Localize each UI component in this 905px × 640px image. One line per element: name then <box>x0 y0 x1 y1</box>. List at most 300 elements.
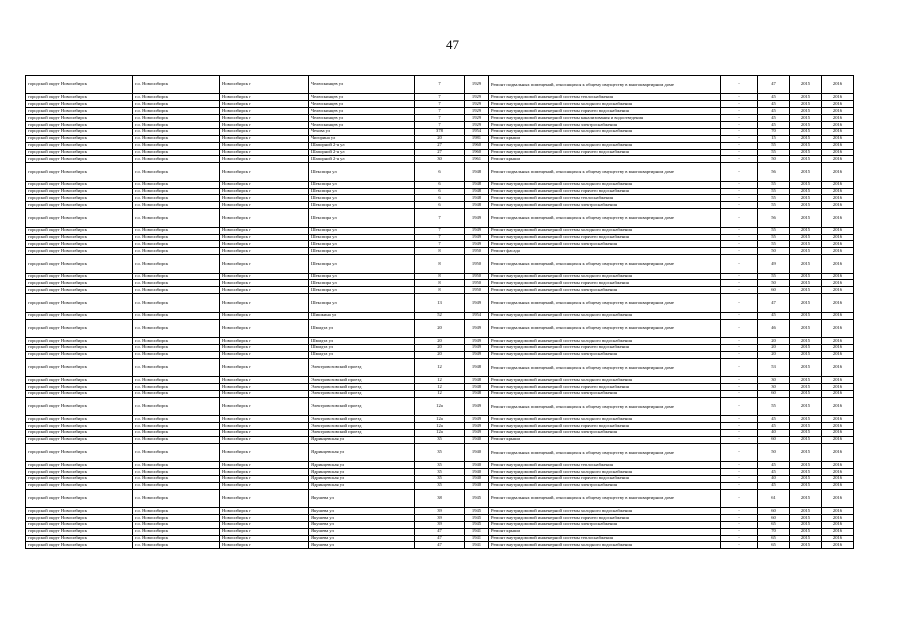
build-year-cell: 1940 <box>465 475 489 482</box>
table-row <box>26 209 854 227</box>
table-row <box>26 108 854 115</box>
table-row <box>26 429 854 436</box>
street-cell: Чигорина ул <box>309 135 415 142</box>
street-cell: Якушева ул <box>309 528 415 535</box>
table-row <box>26 514 854 521</box>
dash-cell: - <box>721 149 758 156</box>
street-cell: Челюскинцев ул <box>309 76 415 94</box>
work-type-cell: Ремонт внутридомовой инженерной системы холодного водоснабжения <box>489 542 721 549</box>
build-year-cell: 1950 <box>465 280 489 287</box>
street-cell: Якушева ул <box>309 535 415 542</box>
build-year-cell: 1949 <box>465 337 489 344</box>
dash-cell: - <box>721 76 758 94</box>
municipal-district-cell: городской округ Новосибирск <box>26 507 133 514</box>
dash-cell: - <box>721 319 758 337</box>
house-number-cell: 35 <box>415 475 465 482</box>
build-year-cell: 1929 <box>465 108 489 115</box>
municipal-district-cell: городской округ Новосибирск <box>26 287 133 294</box>
plan-start-year-cell: 2015 <box>790 462 822 469</box>
plan-start-year-cell: 2015 <box>790 443 822 461</box>
street-cell: Шекспира ул <box>309 273 415 280</box>
street-cell: Электровозовский проезд <box>309 383 415 390</box>
house-number-cell: 47 <box>415 535 465 542</box>
settlement-cell: Новосибирск г <box>220 337 309 344</box>
plan-end-year-cell: 2016 <box>822 149 854 156</box>
work-type-cell: Ремонт внутридомовой инженерной системы теплоснабжения <box>489 535 721 542</box>
plan-end-year-cell: 2016 <box>822 108 854 115</box>
municipality-cell: г.о. Новосибирск <box>133 475 220 482</box>
work-type-cell: Ремонт внутридомовой инженерной системы горячего водоснабжения <box>489 234 721 241</box>
settlement-cell: Новосибирск г <box>220 514 309 521</box>
work-type-cell: Ремонт внутридомовой инженерной системы электроснабжения <box>489 287 721 294</box>
municipal-district-cell: городской округ Новосибирск <box>26 344 133 351</box>
plan-start-year-cell: 2015 <box>790 241 822 248</box>
house-number-cell: 35 <box>415 482 465 489</box>
build-year-cell: 1948 <box>465 377 489 384</box>
municipal-district-cell: городской округ Новосибирск <box>26 397 133 415</box>
work-type-cell: Ремонт внутридомовой инженерной системы холодного водоснабжения <box>489 101 721 108</box>
cost-cell: 30 <box>758 377 790 384</box>
plan-start-year-cell: 2015 <box>790 535 822 542</box>
settlement-cell: Новосибирск г <box>220 416 309 423</box>
municipal-district-cell: городской округ Новосибирск <box>26 227 133 234</box>
municipality-cell: г.о. Новосибирск <box>133 462 220 469</box>
municipality-cell: г.о. Новосибирск <box>133 241 220 248</box>
cost-cell: 20 <box>758 351 790 358</box>
settlement-cell: Новосибирск г <box>220 436 309 443</box>
municipality-cell: г.о. Новосибирск <box>133 142 220 149</box>
cost-cell: 50 <box>758 248 790 255</box>
build-year-cell: 1950 <box>465 248 489 255</box>
work-type-cell: Ремонт фасада <box>489 248 721 255</box>
municipality-cell: г.о. Новосибирск <box>133 383 220 390</box>
plan-end-year-cell: 2016 <box>822 535 854 542</box>
work-type-cell: Ремонт подвальных помещений, относящихся к общему имуществу в многоквартирном доме <box>489 163 721 181</box>
settlement-cell: Новосибирск г <box>220 429 309 436</box>
cost-cell: 50 <box>758 156 790 163</box>
settlement-cell: Новосибирск г <box>220 535 309 542</box>
cost-cell: 61 <box>758 489 790 507</box>
plan-end-year-cell: 2016 <box>822 156 854 163</box>
house-number-cell: 6 <box>415 163 465 181</box>
build-year-cell: 1929 <box>465 101 489 108</box>
settlement-cell: Новосибирск г <box>220 521 309 528</box>
settlement-cell: Новосибирск г <box>220 76 309 94</box>
municipal-district-cell: городской округ Новосибирск <box>26 377 133 384</box>
plan-end-year-cell: 2016 <box>822 280 854 287</box>
cost-cell: 60 <box>758 287 790 294</box>
house-number-cell: 7 <box>415 121 465 128</box>
settlement-cell: Новосибирск г <box>220 468 309 475</box>
street-cell: Якушева ул <box>309 507 415 514</box>
house-number-cell: 7 <box>415 227 465 234</box>
municipality-cell: г.о. Новосибирск <box>133 163 220 181</box>
municipality-cell: г.о. Новосибирск <box>133 429 220 436</box>
house-number-cell: 8 <box>415 248 465 255</box>
house-number-cell: 30 <box>415 156 465 163</box>
build-year-cell: 1960 <box>465 142 489 149</box>
plan-start-year-cell: 2015 <box>790 163 822 181</box>
municipality-cell: г.о. Новосибирск <box>133 128 220 135</box>
dash-cell: - <box>721 142 758 149</box>
cost-cell: 20 <box>758 337 790 344</box>
municipality-cell: г.о. Новосибирск <box>133 535 220 542</box>
plan-end-year-cell: 2016 <box>822 507 854 514</box>
settlement-cell: Новосибирск г <box>220 227 309 234</box>
cost-cell: 46 <box>758 319 790 337</box>
dash-cell: - <box>721 163 758 181</box>
cost-cell: 55 <box>758 397 790 415</box>
build-year-cell: 1929 <box>465 121 489 128</box>
build-year-cell: 1948 <box>465 202 489 209</box>
build-year-cell: 1941 <box>465 535 489 542</box>
municipality-cell: г.о. Новосибирск <box>133 542 220 549</box>
settlement-cell: Новосибирск г <box>220 462 309 469</box>
work-type-cell: Ремонт внутридомовой инженерной системы теплоснабжения <box>489 462 721 469</box>
house-number-cell: 27 <box>415 149 465 156</box>
settlement-cell: Новосибирск г <box>220 443 309 461</box>
table-row <box>26 94 854 101</box>
municipal-district-cell: городской округ Новосибирск <box>26 181 133 188</box>
table-row <box>26 397 854 415</box>
street-cell: Якушева ул <box>309 489 415 507</box>
plan-start-year-cell: 2015 <box>790 135 822 142</box>
table-row <box>26 227 854 234</box>
municipal-district-cell: городской округ Новосибирск <box>26 121 133 128</box>
build-year-cell: 1950 <box>465 287 489 294</box>
plan-end-year-cell: 2016 <box>822 273 854 280</box>
dash-cell: - <box>721 234 758 241</box>
municipality-cell: г.о. Новосибирск <box>133 422 220 429</box>
plan-end-year-cell: 2016 <box>822 468 854 475</box>
dash-cell: - <box>721 351 758 358</box>
street-cell: Электровозовский проезд <box>309 358 415 376</box>
municipality-cell: г.о. Новосибирск <box>133 319 220 337</box>
settlement-cell: Новосибирск г <box>220 482 309 489</box>
municipality-cell: г.о. Новосибирск <box>133 416 220 423</box>
table-row <box>26 248 854 255</box>
municipal-district-cell: городской округ Новосибирск <box>26 202 133 209</box>
work-type-cell: Ремонт внутридомовой инженерной системы электроснабжения <box>489 482 721 489</box>
dash-cell: - <box>721 280 758 287</box>
house-number-cell: 27 <box>415 142 465 149</box>
municipality-cell: г.о. Новосибирск <box>133 280 220 287</box>
table-row <box>26 436 854 443</box>
work-type-cell: Ремонт внутридомовой инженерной системы горячего водоснабжения <box>489 280 721 287</box>
dash-cell: - <box>721 94 758 101</box>
street-cell: Челюскинцев ул <box>309 94 415 101</box>
municipality-cell: г.о. Новосибирск <box>133 390 220 397</box>
settlement-cell: Новосибирск г <box>220 241 309 248</box>
street-cell: Ядринцевская ул <box>309 482 415 489</box>
municipality-cell: г.о. Новосибирск <box>133 273 220 280</box>
municipal-district-cell: городской округ Новосибирск <box>26 521 133 528</box>
dash-cell: - <box>721 255 758 273</box>
house-number-cell: 7 <box>415 234 465 241</box>
work-type-cell: Ремонт внутридомовой инженерной системы электроснабжения <box>489 390 721 397</box>
work-type-cell: Ремонт внутридомовой инженерной системы электроснабжения <box>489 521 721 528</box>
municipality-cell: г.о. Новосибирск <box>133 337 220 344</box>
build-year-cell: 1949 <box>465 416 489 423</box>
municipality-cell: г.о. Новосибирск <box>133 94 220 101</box>
build-year-cell: 1940 <box>465 462 489 469</box>
house-number-cell: 39 <box>415 521 465 528</box>
dash-cell: - <box>721 241 758 248</box>
dash-cell: - <box>721 416 758 423</box>
plan-start-year-cell: 2015 <box>790 507 822 514</box>
dash-cell: - <box>721 156 758 163</box>
work-type-cell: Ремонт внутридомовой инженерной системы горячего водоснабжения <box>489 149 721 156</box>
cost-cell: 70 <box>758 128 790 135</box>
build-year-cell: 1949 <box>465 429 489 436</box>
municipal-district-cell: городской округ Новосибирск <box>26 280 133 287</box>
cost-cell: 45 <box>758 94 790 101</box>
table-row <box>26 468 854 475</box>
build-year-cell: 1949 <box>465 319 489 337</box>
capital-repair-table <box>25 75 854 549</box>
settlement-cell: Новосибирск г <box>220 344 309 351</box>
cost-cell: 60 <box>758 514 790 521</box>
plan-end-year-cell: 2016 <box>822 101 854 108</box>
house-number-cell: 7 <box>415 76 465 94</box>
build-year-cell: 1945 <box>465 521 489 528</box>
plan-end-year-cell: 2016 <box>822 383 854 390</box>
municipality-cell: г.о. Новосибирск <box>133 101 220 108</box>
plan-end-year-cell: 2016 <box>822 234 854 241</box>
table-row <box>26 135 854 142</box>
settlement-cell: Новосибирск г <box>220 121 309 128</box>
street-cell: Шекспира ул <box>309 209 415 227</box>
work-type-cell: Ремонт внутридомовой инженерной системы горячего водоснабжения <box>489 108 721 115</box>
plan-start-year-cell: 2015 <box>790 76 822 94</box>
municipal-district-cell: городской округ Новосибирск <box>26 163 133 181</box>
work-type-cell: Ремонт внутридомовой инженерной системы холодного водоснабжения <box>489 181 721 188</box>
dash-cell: - <box>721 397 758 415</box>
table-body <box>26 76 854 549</box>
build-year-cell: 1950 <box>465 273 489 280</box>
work-type-cell: Ремонт подвальных помещений, относящихся к общему имуществу в многоквартирном доме <box>489 294 721 312</box>
municipal-district-cell: городской округ Новосибирск <box>26 94 133 101</box>
cost-cell: 70 <box>758 528 790 535</box>
work-type-cell: Ремонт внутридомовой инженерной системы электроснабжения <box>489 429 721 436</box>
street-cell: Электровозовский проезд <box>309 390 415 397</box>
house-number-cell: 20 <box>415 319 465 337</box>
municipal-district-cell: городской округ Новосибирск <box>26 422 133 429</box>
settlement-cell: Новосибирск г <box>220 351 309 358</box>
street-cell: Шекспира ул <box>309 163 415 181</box>
street-cell: Ядринцевская ул <box>309 475 415 482</box>
settlement-cell: Новосибирск г <box>220 475 309 482</box>
municipal-district-cell: городской округ Новосибирск <box>26 390 133 397</box>
work-type-cell: Ремонт внутридомовой инженерной системы электроснабжения <box>489 121 721 128</box>
municipal-district-cell: городской округ Новосибирск <box>26 108 133 115</box>
build-year-cell: 1960 <box>465 149 489 156</box>
dash-cell: - <box>721 443 758 461</box>
build-year-cell: 1961 <box>465 156 489 163</box>
plan-end-year-cell: 2016 <box>822 287 854 294</box>
house-number-cell: 35 <box>415 468 465 475</box>
table-row <box>26 521 854 528</box>
work-type-cell: Ремонт крыши <box>489 528 721 535</box>
cost-cell: 47 <box>758 76 790 94</box>
municipality-cell: г.о. Новосибирск <box>133 521 220 528</box>
house-number-cell: 13 <box>415 294 465 312</box>
build-year-cell: 1949 <box>465 344 489 351</box>
work-type-cell: Ремонт подвальных помещений, относящихся к общему имуществу в многоквартирном доме <box>489 358 721 376</box>
table-row <box>26 273 854 280</box>
plan-end-year-cell: 2016 <box>822 475 854 482</box>
build-year-cell: 1940 <box>465 436 489 443</box>
street-cell: Шекспира ул <box>309 234 415 241</box>
cost-cell: 45 <box>758 121 790 128</box>
street-cell: Шмидта ул <box>309 344 415 351</box>
municipality-cell: г.о. Новосибирск <box>133 156 220 163</box>
street-cell: Шекспира ул <box>309 188 415 195</box>
plan-end-year-cell: 2016 <box>822 121 854 128</box>
plan-end-year-cell: 2016 <box>822 422 854 429</box>
plan-start-year-cell: 2015 <box>790 344 822 351</box>
dash-cell: - <box>721 344 758 351</box>
municipality-cell: г.о. Новосибирск <box>133 507 220 514</box>
dash-cell: - <box>721 462 758 469</box>
plan-end-year-cell: 2016 <box>822 397 854 415</box>
table-row <box>26 507 854 514</box>
work-type-cell: Ремонт подвальных помещений, относящихся к общему имуществу в многоквартирном доме <box>489 397 721 415</box>
plan-end-year-cell: 2016 <box>822 337 854 344</box>
plan-start-year-cell: 2015 <box>790 383 822 390</box>
municipality-cell: г.о. Новосибирск <box>133 188 220 195</box>
municipal-district-cell: городской округ Новосибирск <box>26 273 133 280</box>
street-cell: Чехова ул <box>309 128 415 135</box>
municipal-district-cell: городской округ Новосибирск <box>26 514 133 521</box>
municipality-cell: г.о. Новосибирск <box>133 195 220 202</box>
street-cell: Шекспира ул <box>309 181 415 188</box>
street-cell: Шекспира ул <box>309 202 415 209</box>
cost-cell: 65 <box>758 542 790 549</box>
plan-start-year-cell: 2015 <box>790 390 822 397</box>
street-cell: Шекспира ул <box>309 227 415 234</box>
municipal-district-cell: городской округ Новосибирск <box>26 234 133 241</box>
municipal-district-cell: городской округ Новосибирск <box>26 255 133 273</box>
work-type-cell: Ремонт крыши <box>489 436 721 443</box>
cost-cell: 40 <box>758 475 790 482</box>
plan-start-year-cell: 2015 <box>790 422 822 429</box>
municipal-district-cell: городской округ Новосибирск <box>26 142 133 149</box>
dash-cell: - <box>721 422 758 429</box>
plan-end-year-cell: 2016 <box>822 128 854 135</box>
plan-end-year-cell: 2016 <box>822 429 854 436</box>
dash-cell: - <box>721 535 758 542</box>
municipal-district-cell: городской округ Новосибирск <box>26 383 133 390</box>
plan-start-year-cell: 2015 <box>790 142 822 149</box>
settlement-cell: Новосибирск г <box>220 234 309 241</box>
plan-end-year-cell: 2016 <box>822 195 854 202</box>
house-number-cell: 6 <box>415 181 465 188</box>
work-type-cell: Ремонт внутридомовой инженерной системы холодного водоснабжения <box>489 416 721 423</box>
house-number-cell: 12 <box>415 383 465 390</box>
settlement-cell: Новосибирск г <box>220 273 309 280</box>
plan-start-year-cell: 2015 <box>790 234 822 241</box>
plan-end-year-cell: 2016 <box>822 358 854 376</box>
dash-cell: - <box>721 227 758 234</box>
house-number-cell: 35 <box>415 436 465 443</box>
dash-cell: - <box>721 482 758 489</box>
plan-end-year-cell: 2016 <box>822 142 854 149</box>
build-year-cell: 1949 <box>465 234 489 241</box>
work-type-cell: Ремонт подвальных помещений, относящихся к общему имуществу в многоквартирном доме <box>489 209 721 227</box>
build-year-cell: 1949 <box>465 422 489 429</box>
municipality-cell: г.о. Новосибирск <box>133 149 220 156</box>
work-type-cell: Ремонт внутридомовой инженерной системы канализования и водоотведения <box>489 115 721 122</box>
work-type-cell: Ремонт внутридомовой инженерной системы холодного водоснабжения <box>489 337 721 344</box>
plan-end-year-cell: 2016 <box>822 351 854 358</box>
cost-cell: 40 <box>758 429 790 436</box>
settlement-cell: Новосибирск г <box>220 312 309 319</box>
dash-cell: - <box>721 429 758 436</box>
street-cell: Якушева ул <box>309 542 415 549</box>
municipality-cell: г.о. Новосибирск <box>133 443 220 461</box>
table-row <box>26 188 854 195</box>
municipality-cell: г.о. Новосибирск <box>133 397 220 415</box>
plan-start-year-cell: 2015 <box>790 202 822 209</box>
table-row <box>26 128 854 135</box>
settlement-cell: Новосибирск г <box>220 422 309 429</box>
table-row <box>26 163 854 181</box>
plan-start-year-cell: 2015 <box>790 149 822 156</box>
house-number-cell: 7 <box>415 115 465 122</box>
dash-cell: - <box>721 489 758 507</box>
cost-cell: 55 <box>758 142 790 149</box>
table-row <box>26 358 854 376</box>
settlement-cell: Новосибирск г <box>220 255 309 273</box>
table-row <box>26 443 854 461</box>
house-number-cell: 39 <box>415 514 465 521</box>
plan-start-year-cell: 2015 <box>790 514 822 521</box>
dash-cell: - <box>721 514 758 521</box>
cost-cell: 47 <box>758 294 790 312</box>
plan-end-year-cell: 2016 <box>822 209 854 227</box>
build-year-cell: 1949 <box>465 351 489 358</box>
plan-end-year-cell: 2016 <box>822 248 854 255</box>
work-type-cell: Ремонт внутридомовой инженерной системы холодного водоснабжения <box>489 507 721 514</box>
municipality-cell: г.о. Новосибирск <box>133 312 220 319</box>
cost-cell: 55 <box>758 273 790 280</box>
plan-end-year-cell: 2016 <box>822 462 854 469</box>
house-number-cell: 8 <box>415 273 465 280</box>
municipal-district-cell: городской округ Новосибирск <box>26 248 133 255</box>
plan-end-year-cell: 2016 <box>822 188 854 195</box>
work-type-cell: Ремонт внутридомовой инженерной системы холодного водоснабжения <box>489 468 721 475</box>
plan-end-year-cell: 2016 <box>822 181 854 188</box>
plan-start-year-cell: 2015 <box>790 429 822 436</box>
table-row <box>26 149 854 156</box>
table-row <box>26 76 854 94</box>
work-type-cell: Ремонт подвальных помещений, относящихся к общему имуществу в многоквартирном доме <box>489 76 721 94</box>
dash-cell: - <box>721 383 758 390</box>
settlement-cell: Новосибирск г <box>220 358 309 376</box>
municipality-cell: г.о. Новосибирск <box>133 209 220 227</box>
dash-cell: - <box>721 273 758 280</box>
work-type-cell: Ремонт внутридомовой инженерной системы холодного водоснабжения <box>489 142 721 149</box>
municipality-cell: г.о. Новосибирск <box>133 121 220 128</box>
build-year-cell: 1940 <box>465 443 489 461</box>
cost-cell: 60 <box>758 507 790 514</box>
settlement-cell: Новосибирск г <box>220 188 309 195</box>
plan-end-year-cell: 2016 <box>822 241 854 248</box>
dash-cell: - <box>721 128 758 135</box>
municipal-district-cell: городской округ Новосибирск <box>26 319 133 337</box>
table-row <box>26 319 854 337</box>
